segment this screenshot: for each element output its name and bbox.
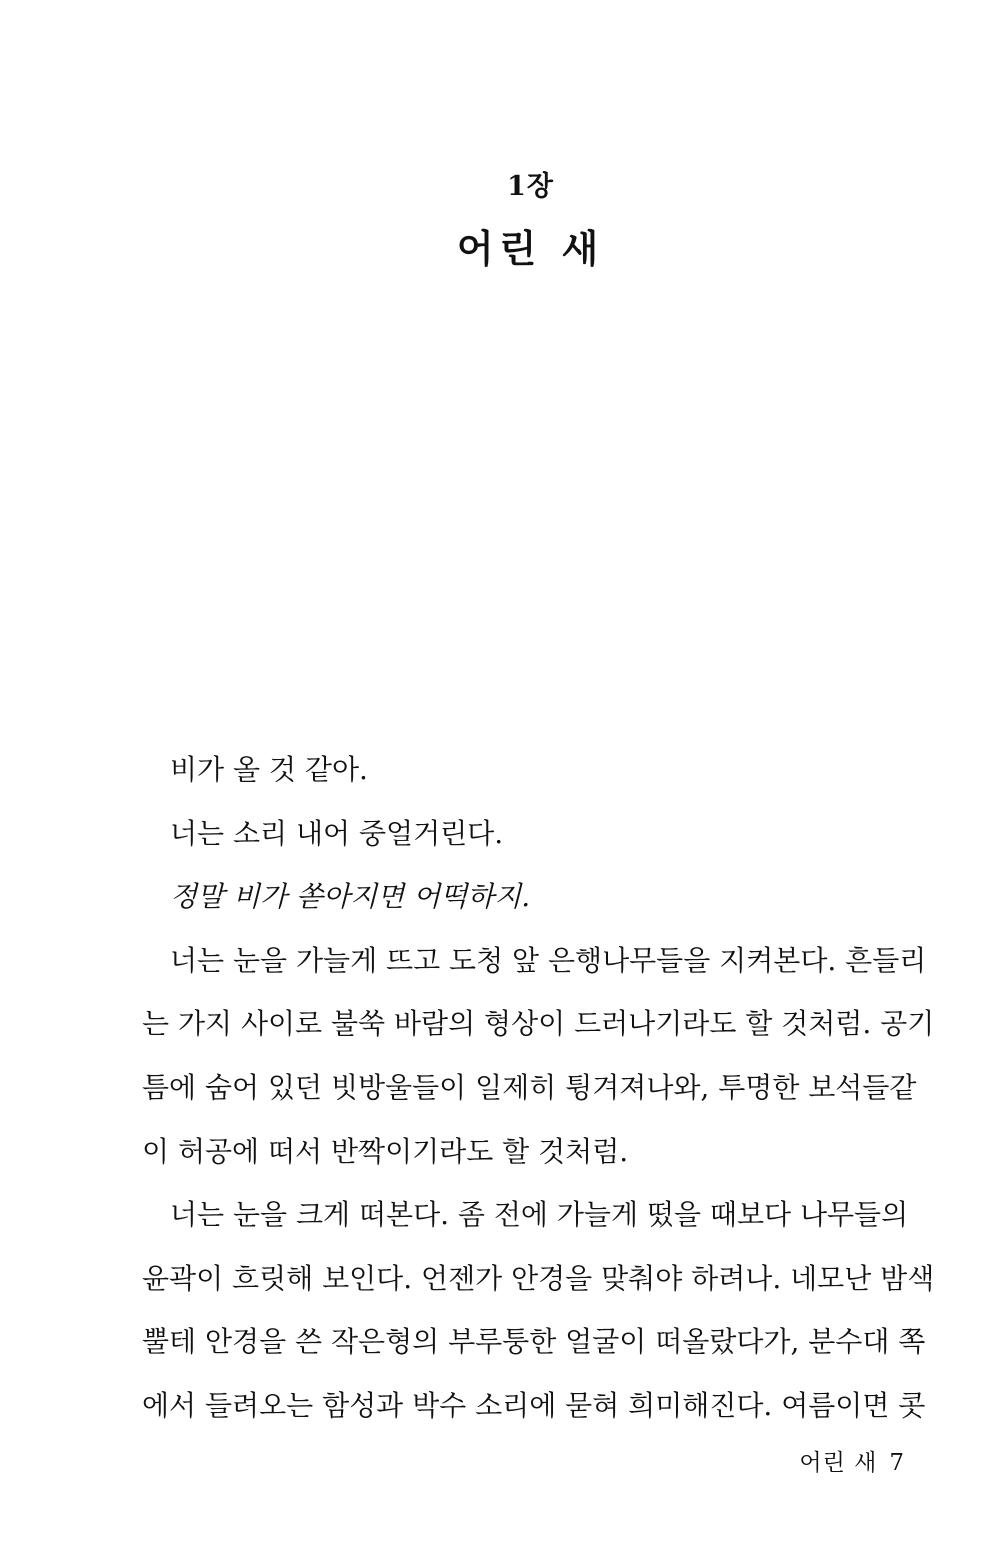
text-line: 에서 들려오는 함성과 박수 소리에 묻혀 희미해진다. 여름이면 콧 xyxy=(142,1388,926,1422)
text-line: 뿔테 안경을 쓴 작은형의 부루퉁한 얼굴이 떠올랐다가, 분수대 쪽 xyxy=(142,1325,926,1359)
text-line: 이 허공에 떠서 반짝이기라도 할 것처럼. xyxy=(142,1134,629,1168)
text-line: 비가 올 것 같아. xyxy=(170,753,368,786)
text-line: 는 가지 사이로 불쑥 바람의 형상이 드러나기라도 할 것처럼. 공기 xyxy=(142,1007,935,1041)
running-title: 어린 새 xyxy=(799,1450,878,1476)
text-line: 너는 눈을 크게 떠본다. 좀 전에 가늘게 떴을 때보다 나무들의 xyxy=(170,1198,909,1232)
chapter-title: 어린 새 xyxy=(456,226,605,271)
text-line: 윤곽이 흐릿해 보인다. 언젠가 안경을 맞춰야 하려나. 네모난 밤색 xyxy=(142,1261,935,1295)
page-number: 7 xyxy=(889,1450,905,1476)
chapter-number: 1장 xyxy=(507,171,554,202)
text-line: 틈에 숨어 있던 빗방울들이 일제히 튕겨져나와, 투명한 보석들같 xyxy=(142,1070,917,1104)
text-line: 너는 눈을 가늘게 뜨고 도청 앞 은행나무들을 지켜본다. 흔들리 xyxy=(170,943,927,977)
body-text xyxy=(142,738,935,1438)
text-line: 너는 소리 내어 중얼거린다. xyxy=(170,816,504,850)
text-line-italic: 정말 비가 쏟아지면 어떡하지. xyxy=(170,880,531,914)
running-footer xyxy=(799,1444,905,1477)
